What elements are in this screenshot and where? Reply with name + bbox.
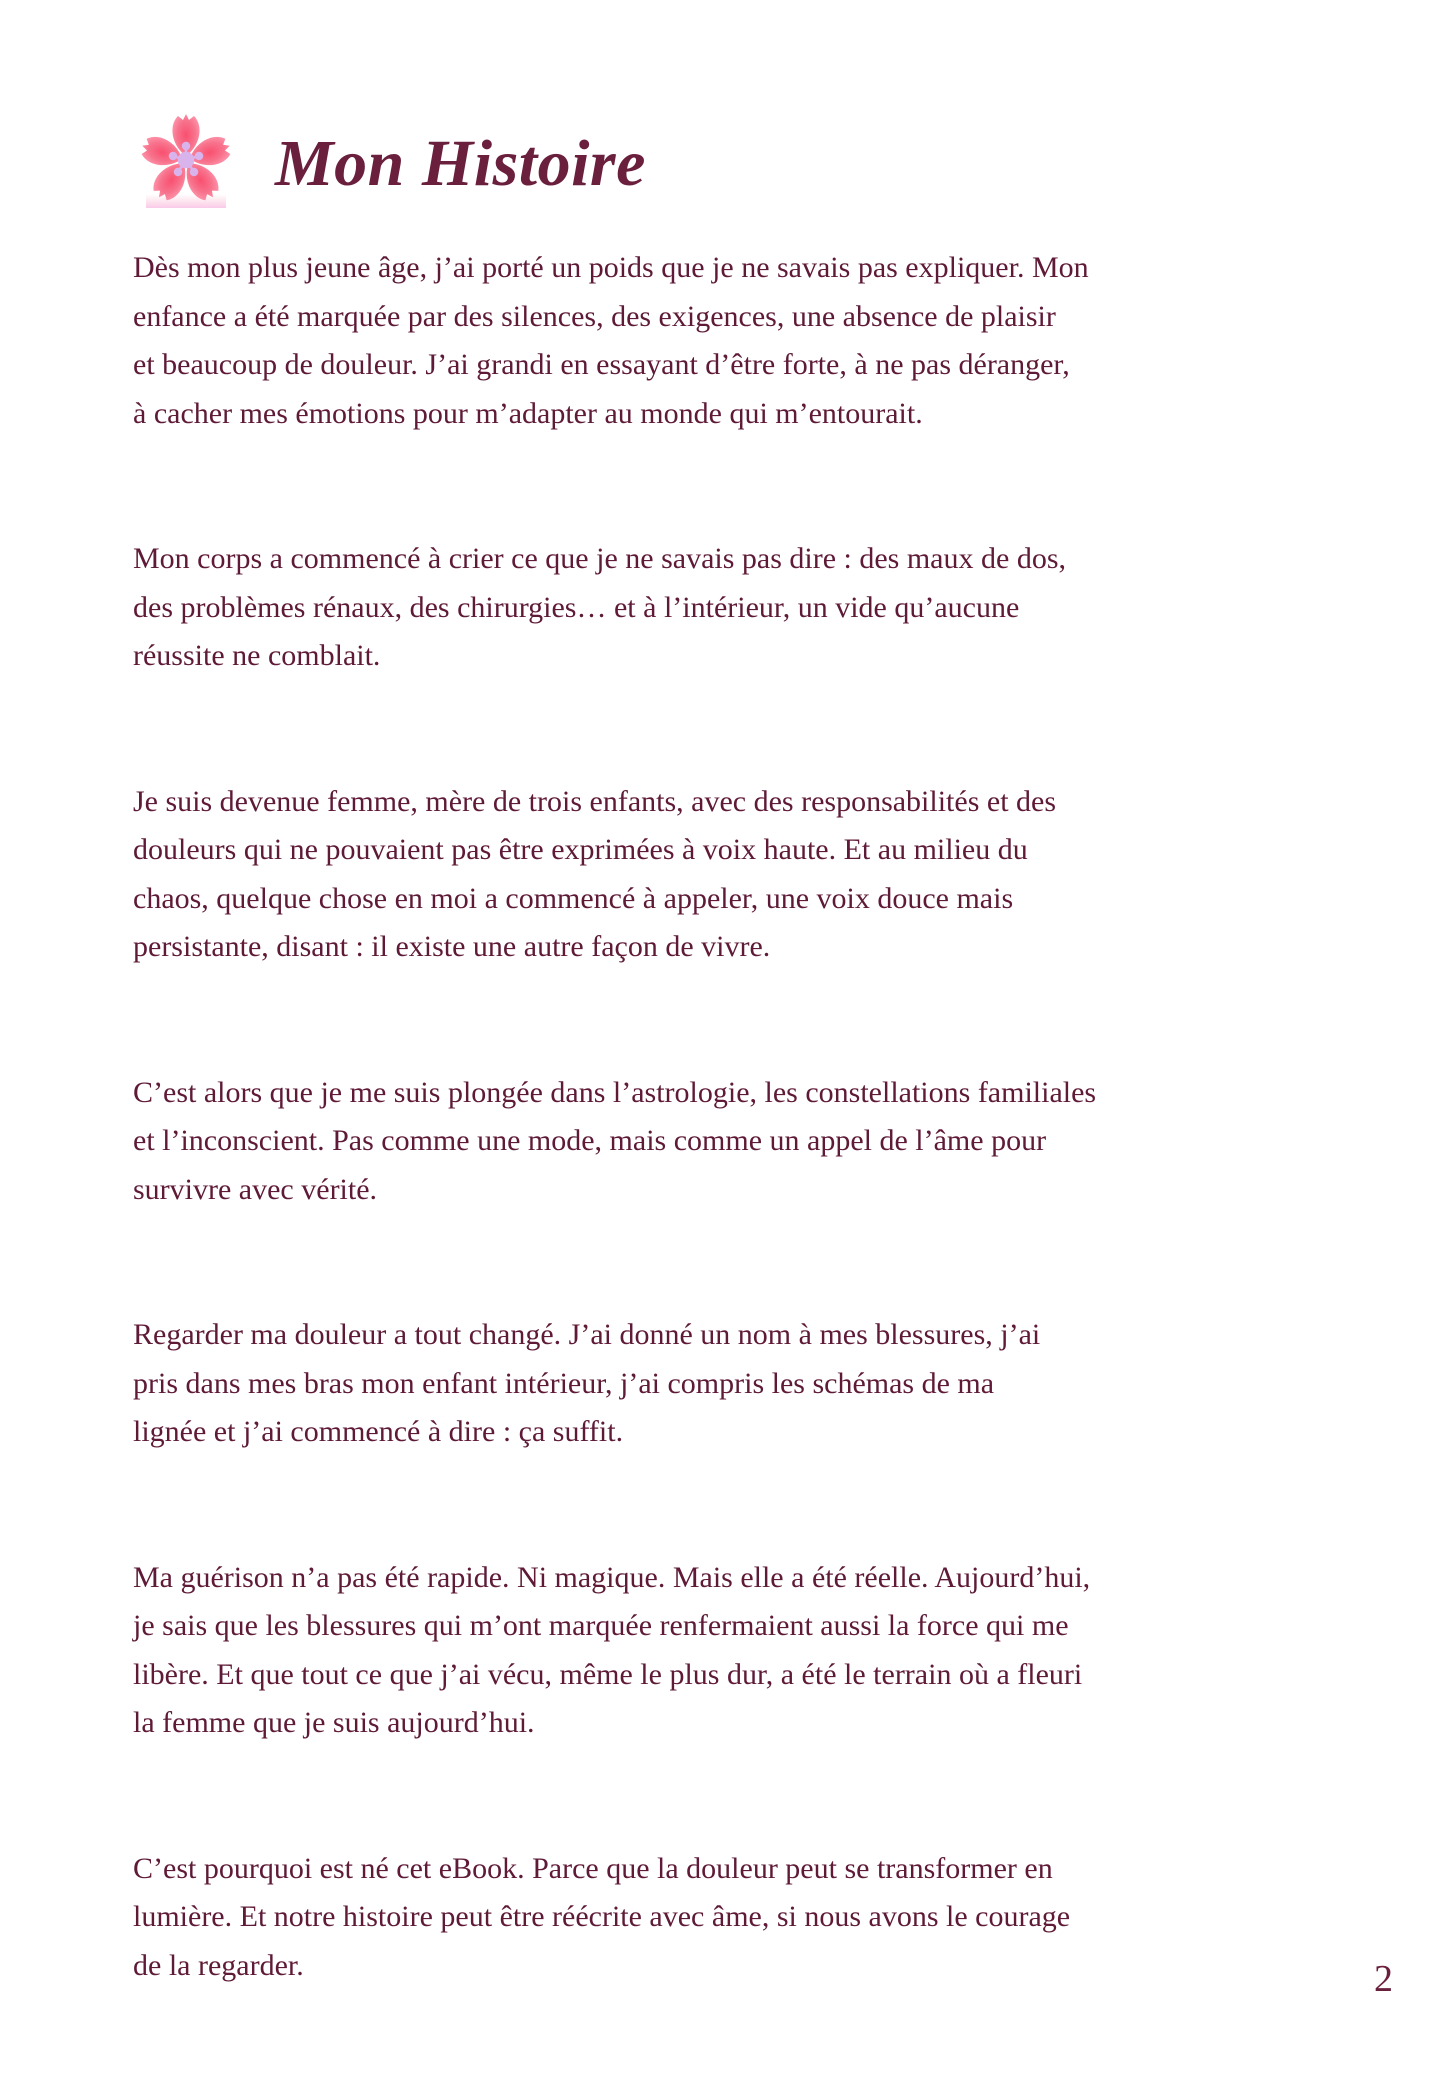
- text-line: Mon corps a commencé à crier ce que je ne savais pas dire : des maux de dos,: [133, 542, 1066, 575]
- text-line: libère. Et que tout ce que j’ai vécu, même le plus dur, a été le terrain où a fleuri: [133, 1657, 1083, 1691]
- text-line: lignée et j’ai commencé à dire : ça suffit.: [133, 1415, 624, 1448]
- text-line: et l’inconscient. Pas comme une mode, mais comme un appel de l’âme pour: [133, 1124, 1047, 1157]
- text-line: la femme que je suis aujourd’hui.: [133, 1706, 535, 1739]
- text-line: à cacher mes émotions pour m’adapter au monde qui m’entourait.: [133, 396, 923, 430]
- paragraph-1: [133, 244, 1333, 438]
- text-line: Je suis devenue femme, mère de trois enfants, avec des responsabilités et des: [133, 784, 1057, 818]
- text-line: Dès mon plus jeune âge, j’ai porté un poids que je ne savais pas expliquer. Mon: [133, 251, 1089, 284]
- text-line: survivre avec vérité.: [133, 1172, 378, 1206]
- text-line: Ma guérison n’a pas été rapide. Ni magique. Mais elle a été réelle. Aujourd’hui,: [133, 1560, 1091, 1594]
- text-line: douleurs qui ne pouvaient pas être exprimées à voix haute. Et au milieu du: [133, 833, 1028, 866]
- cherry-blossom-icon: [136, 108, 236, 208]
- paragraph-6: [133, 1554, 1333, 1748]
- text-line: C’est alors que je me suis plongée dans l’astrologie, les constellations familiales: [133, 1075, 1097, 1109]
- text-line: persistante, disant : il existe une autre façon de vivre.: [133, 930, 771, 963]
- text-line: Regarder ma douleur a tout changé. J’ai donné un nom à mes blessures, j’ai: [133, 1318, 1041, 1351]
- text-line: réussite ne comblait.: [133, 639, 381, 672]
- text-line: lumière. Et notre histoire peut être réécrite avec âme, si nous avons le courage: [133, 1900, 1071, 1933]
- paragraph-7: [133, 1845, 1333, 1991]
- text-line: je sais que les blessures qui m’ont marquée renfermaient aussi la force qui me: [133, 1609, 1069, 1642]
- paragraph-2: [133, 535, 1333, 681]
- text-line: C’est pourquoi est né cet eBook. Parce que la douleur peut se transformer en: [133, 1851, 1053, 1885]
- text-line: et beaucoup de douleur. J’ai grandi en essayant d’être forte, à ne pas déranger,: [133, 348, 1070, 381]
- text-line: chaos, quelque chose en moi a commencé à appeler, une voix douce mais: [133, 881, 1014, 915]
- story-body: [133, 244, 1333, 2087]
- page-title: Mon Histoire: [275, 127, 646, 200]
- text-line: pris dans mes bras mon enfant intérieur, j’ai compris les schémas de ma: [133, 1366, 995, 1400]
- text-line: de la regarder.: [133, 1948, 304, 1982]
- text-line: enfance a été marquée par des silences, des exigences, une absence de plaisir: [133, 299, 1056, 333]
- paragraph-5: [133, 1311, 1333, 1457]
- text-line: des problèmes rénaux, des chirurgies… et à l’intérieur, un vide qu’aucune: [133, 590, 1020, 624]
- paragraph-4: [133, 1069, 1333, 1215]
- paragraph-3: [133, 778, 1333, 972]
- page-number: 2: [1374, 1958, 1393, 2000]
